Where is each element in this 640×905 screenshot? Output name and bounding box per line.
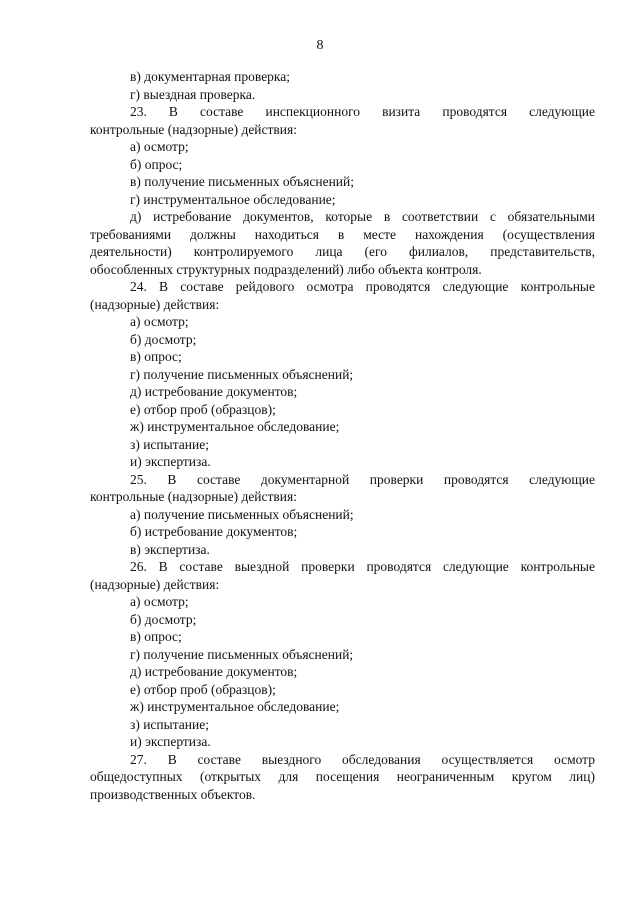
list-item: з) испытание; [130, 436, 209, 452]
list-item: г) выездная проверка. [130, 86, 256, 102]
list-item: б) досмотр; [130, 611, 197, 627]
list-item: ж) инструментальное обследование; [130, 419, 340, 434]
list-item: б) опрос; [130, 156, 183, 172]
paragraph [90, 471, 595, 506]
list-item: в) документарная проверка; [130, 69, 291, 84]
list-item: е) отбор проб (образцов); [130, 401, 276, 417]
list-item: д) истребование документов; [130, 384, 298, 399]
page-number: 8 [316, 38, 324, 53]
paragraph-line: 23. В составе инспекционного визита проводятся следующие [130, 104, 595, 119]
paragraph-line: 24. В составе рейдового осмотра проводятся следующие контрольные [130, 279, 595, 294]
list-item: и) экспертиза. [130, 454, 211, 469]
paragraph-line: производственных объектов. [90, 786, 256, 802]
paragraph-line: общедоступных (открытых для посещения неограниченным кругом лиц) [90, 769, 595, 784]
paragraph-line: контрольные (надзорные) действия: [90, 121, 297, 137]
list-item: ж) инструментальное обследование; [130, 699, 340, 714]
paragraph [90, 751, 595, 804]
list-item: б) досмотр; [130, 331, 197, 347]
paragraph [90, 558, 595, 593]
list-item: б) истребование документов; [130, 524, 298, 539]
paragraph-line: (надзорные) действия: [90, 576, 220, 592]
paragraph-line: контрольные (надзорные) действия: [90, 489, 297, 504]
list-item: г) получение письменных объяснений; [130, 366, 354, 382]
paragraph-line: 26. В составе выездной проверки проводятся следующие контрольные [130, 559, 595, 574]
list-item: з) испытание; [130, 716, 209, 732]
list-item: и) экспертиза. [130, 734, 211, 749]
list-item: а) осмотр; [130, 594, 189, 609]
list-item: а) осмотр; [130, 139, 189, 154]
paragraph [90, 103, 595, 138]
paragraph-line: 27. В составе выездного обследования осуществляется осмотр [130, 751, 595, 767]
list-item: г) получение письменных объяснений; [130, 646, 354, 662]
list-item: в) опрос; [130, 349, 182, 364]
list-item: в) опрос; [130, 629, 182, 644]
list-item: в) получение письменных объяснений; [130, 174, 355, 189]
list-item: г) инструментальное обследование; [130, 191, 336, 207]
paragraph-line: (надзорные) действия: [90, 296, 220, 312]
list-item: а) получение письменных объяснений; [130, 506, 354, 522]
list-item: е) отбор проб (образцов); [130, 681, 276, 697]
paragraph [90, 208, 595, 278]
paragraph-line: обособленных структурных подразделений) либо объекта контроля. [90, 261, 482, 277]
paragraph [90, 278, 595, 313]
paragraph-line: 25. В составе документарной проверки проводятся следующие [130, 471, 595, 487]
paragraph-line: деятельности) контролируемого лица (его филиалов, представительств, [90, 244, 595, 259]
document-body [90, 68, 595, 803]
paragraph-line: д) истребование документов, которые в соответствии с обязательными [130, 209, 595, 224]
list-item: д) истребование документов; [130, 664, 298, 679]
paragraph-line: требованиями должны находиться в месте нахождения (осуществления [90, 226, 595, 242]
list-item: а) осмотр; [130, 314, 189, 329]
list-item: в) экспертиза. [130, 541, 210, 557]
